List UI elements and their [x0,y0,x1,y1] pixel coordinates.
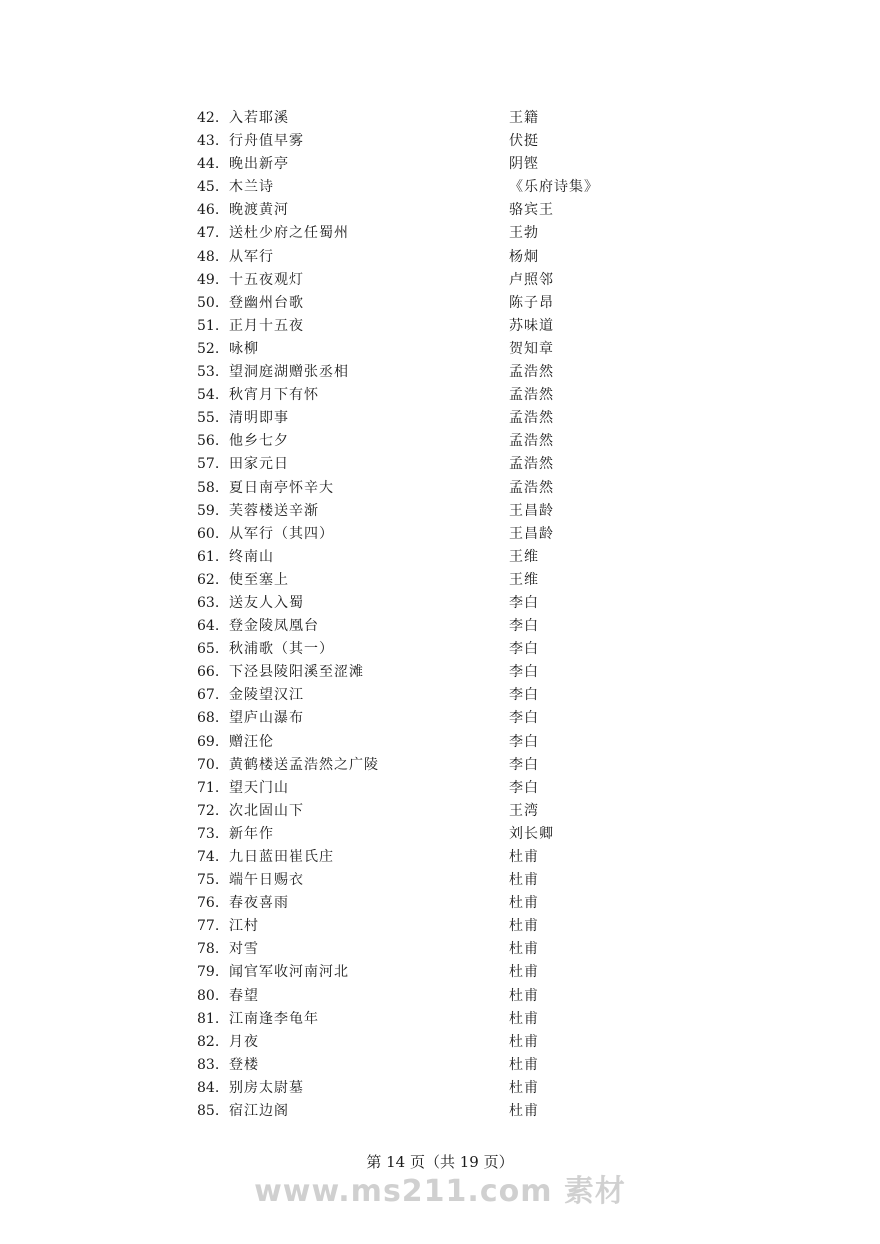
poem-author: 孟浩然 [509,410,554,427]
poem-number: 63. [197,594,220,611]
list-item [197,592,617,615]
poem-author: 李白 [509,664,539,681]
poem-author: 贺知章 [509,340,554,357]
poem-title: 闻官军收河南河北 [229,964,349,981]
list-item [197,1100,617,1123]
poem-author: 王维 [509,571,539,588]
poem-author: 孟浩然 [509,364,554,381]
poem-title: 他乡七夕 [229,433,289,450]
poem-title: 江南逢李龟年 [229,1010,319,1027]
poem-author: 刘长卿 [509,825,554,842]
poem-author: 孟浩然 [509,387,554,404]
poem-title: 正月十五夜 [229,317,304,334]
poem-number: 58. [197,479,220,496]
list-item [197,638,617,661]
poem-number: 50. [197,294,220,311]
poem-number: 84. [197,1079,220,1096]
poem-title: 登幽州台歌 [229,294,304,311]
poem-number: 48. [197,248,220,265]
poem-title: 晚渡黄河 [229,202,289,219]
poem-title: 九日蓝田崔氏庄 [229,849,334,865]
poem-title: 月夜 [229,1033,259,1050]
list-item [197,477,617,500]
list-item [197,961,617,984]
poem-number: 49. [197,271,220,288]
poem-number: 73. [197,825,220,842]
poem-author: 杜甫 [509,918,539,935]
list-item [197,338,617,361]
list-item [197,222,617,245]
list-item [197,107,617,130]
poem-author: 李白 [509,710,539,727]
poem-number: 75. [197,872,220,889]
poem-author: 骆宾王 [509,202,554,219]
poem-author: 李白 [509,733,539,750]
poem-number: 65. [197,641,220,658]
list-item [197,523,617,546]
poem-title: 望庐山瀑布 [229,710,304,727]
poem-number: 83. [197,1056,220,1073]
poem-number: 45. [197,179,220,196]
poem-title: 从军行（其四） [229,525,334,542]
poem-author: 杜甫 [509,987,539,1004]
poem-number: 64. [197,618,220,635]
poem-number: 72. [197,802,220,819]
poem-author: 杜甫 [509,1033,539,1050]
poem-title: 宿江边阁 [229,1103,289,1120]
list-item [197,430,617,453]
list-item [197,615,617,638]
poem-number: 66. [197,664,220,681]
poem-author: 杨炯 [509,248,539,265]
poem-author: 苏味道 [509,317,554,334]
poem-number: 59. [197,502,220,519]
poem-title: 春望 [229,987,259,1004]
poem-number: 69. [197,733,220,750]
poem-author: 王维 [509,548,539,565]
poem-author: 伏挺 [509,133,539,150]
poem-title: 入若耶溪 [229,110,289,126]
list-item [197,800,617,823]
list-item [197,846,617,869]
list-item [197,176,617,199]
list-item [197,292,617,315]
poem-title: 从军行 [229,248,274,265]
list-item [197,684,617,707]
poem-author: 杜甫 [509,895,539,912]
list-item [197,407,617,430]
poem-title: 端午日赐衣 [229,872,304,889]
poem-number: 55. [197,410,220,427]
poem-title: 送友人入蜀 [229,594,304,611]
poem-number: 54. [197,387,220,404]
list-item [197,569,617,592]
poem-number: 62. [197,571,220,588]
list-item [197,938,617,961]
poem-title: 清明即事 [229,410,289,427]
list-item [197,1077,617,1100]
poem-title: 终南山 [229,548,274,565]
poem-author: 李白 [509,756,539,773]
poem-author: 《乐府诗集》 [509,179,599,196]
list-item [197,1054,617,1077]
list-item [197,707,617,730]
poem-title: 十五夜观灯 [229,271,304,288]
poem-title: 下泾县陵阳溪至涩滩 [229,664,364,681]
poem-number: 51. [197,317,220,334]
poem-author: 李白 [509,641,539,658]
poem-author: 杜甫 [509,1079,539,1096]
poem-number: 57. [197,456,220,473]
list-item [197,661,617,684]
list-item [197,777,617,800]
list-item [197,453,617,476]
poem-title: 别房太尉墓 [229,1079,304,1096]
poem-title: 金陵望汉江 [229,687,304,704]
poem-author: 杜甫 [509,1103,539,1120]
poem-number: 77. [197,918,220,935]
poem-title: 对雪 [229,941,259,958]
list-item [197,915,617,938]
list-item [197,1031,617,1054]
poem-title: 赠汪伦 [229,733,274,750]
poem-author: 王昌龄 [509,502,554,519]
list-item [197,361,617,384]
poem-author: 孟浩然 [509,433,554,450]
list-item [197,823,617,846]
poem-title: 芙蓉楼送辛渐 [229,502,319,519]
poem-title: 夏日南亭怀辛大 [229,479,334,496]
poem-title: 咏柳 [229,340,259,357]
poem-author: 王籍 [509,110,539,126]
poem-author: 杜甫 [509,1056,539,1073]
poem-title: 春夜喜雨 [229,895,289,912]
list-item [197,153,617,176]
poem-author: 杜甫 [509,849,539,865]
poem-author: 杜甫 [509,941,539,958]
poem-number: 82. [197,1033,220,1050]
list-item [197,269,617,292]
poem-author: 王勃 [509,225,539,242]
list-item [197,546,617,569]
poem-title: 晚出新亭 [229,156,289,173]
poem-number: 44. [197,156,220,173]
poem-number: 78. [197,941,220,958]
poem-author: 李白 [509,594,539,611]
poem-number: 43. [197,133,220,150]
poem-title: 木兰诗 [229,179,274,196]
poem-author: 李白 [509,687,539,704]
poem-author: 孟浩然 [509,479,554,496]
poem-title: 望洞庭湖赠张丞相 [229,364,349,381]
poem-author: 杜甫 [509,1010,539,1027]
poem-number: 67. [197,687,220,704]
poem-number: 47. [197,225,220,242]
list-item [197,892,617,915]
poem-title: 望天门山 [229,779,289,796]
poem-number: 80. [197,987,220,1004]
poem-number: 56. [197,433,220,450]
list-item [197,246,617,269]
poem-author: 杜甫 [509,872,539,889]
poem-number: 60. [197,525,220,542]
poem-author: 王湾 [509,802,539,819]
poem-number: 70. [197,756,220,773]
poem-title: 江村 [229,918,259,935]
poem-title: 秋宵月下有怀 [229,387,319,404]
poem-title: 田家元日 [229,456,289,473]
watermark: www.ms211.com 素材 [254,1174,626,1209]
poem-number: 61. [197,548,220,565]
poem-author: 陈子昂 [509,294,554,311]
list-item [197,130,617,153]
poem-title: 行舟值早雾 [229,133,304,150]
poem-number: 81. [197,1010,220,1027]
poem-author: 孟浩然 [509,456,554,473]
poem-number: 68. [197,710,220,727]
poem-author: 李白 [509,779,539,796]
poem-number: 53. [197,364,220,381]
list-item [197,500,617,523]
poem-number: 46. [197,202,220,219]
list-item [197,869,617,892]
poem-number: 74. [197,849,220,865]
list-item [197,199,617,222]
list-item [197,985,617,1008]
poem-title: 送杜少府之任蜀州 [229,225,349,242]
poem-author: 王昌龄 [509,525,554,542]
poem-title: 登楼 [229,1056,259,1073]
poem-number: 42. [197,110,220,126]
list-item [197,384,617,407]
poem-list [197,107,617,1123]
poem-number: 71. [197,779,220,796]
list-item [197,315,617,338]
poem-number: 85. [197,1103,220,1120]
poem-title: 登金陵凤凰台 [229,618,319,635]
poem-number: 76. [197,895,220,912]
poem-author: 杜甫 [509,964,539,981]
poem-number: 79. [197,964,220,981]
poem-author: 卢照邻 [509,271,554,288]
poem-author: 阴铿 [509,156,539,173]
list-item [197,754,617,777]
poem-title: 使至塞上 [229,571,289,588]
poem-title: 黄鹤楼送孟浩然之广陵 [229,756,379,773]
page-number: 第 14 页（共 19 页） [366,1153,514,1171]
poem-title: 秋浦歌（其一） [229,641,334,658]
poem-title: 次北固山下 [229,802,304,819]
poem-title: 新年作 [229,825,274,842]
poem-author: 李白 [509,618,539,635]
list-item [197,1008,617,1031]
poem-number: 52. [197,340,220,357]
list-item [197,731,617,754]
